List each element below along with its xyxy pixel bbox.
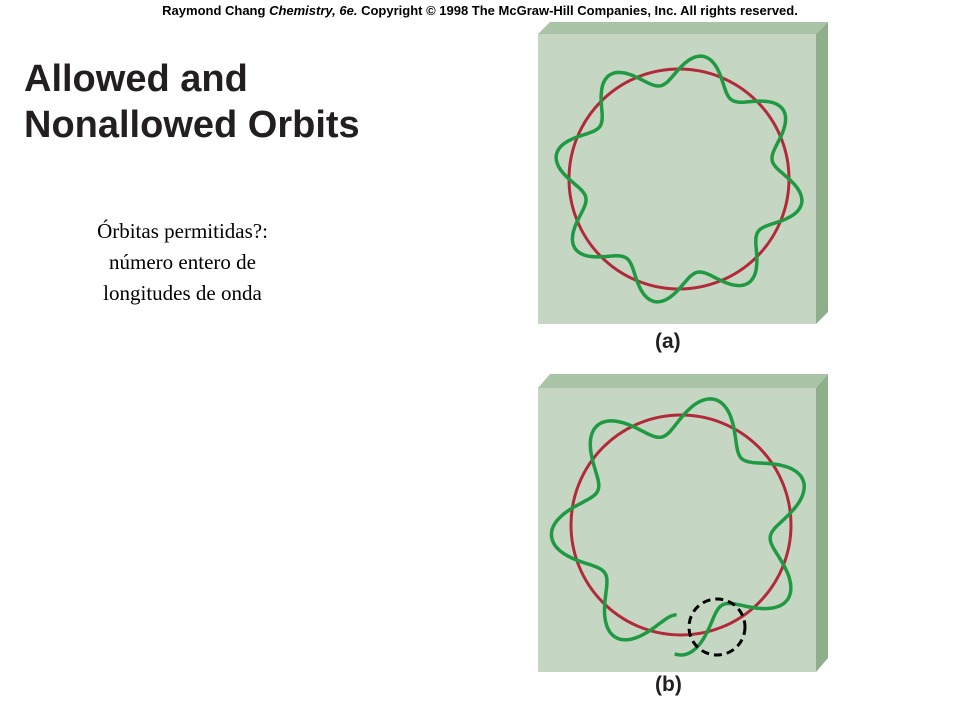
caption <box>60 216 305 309</box>
panel-top-edge <box>538 22 828 34</box>
copyright-suffix: Copyright © 1998 The McGraw-Hill Companies, Inc. All rights reserved. <box>357 3 798 18</box>
caption-line-1: Órbitas permitidas?: <box>97 219 268 243</box>
allowed-orbit-figure <box>528 22 838 327</box>
panel-side-edge <box>816 374 828 672</box>
panel-top-edge <box>538 374 828 388</box>
nonallowed-orbit-figure <box>528 368 838 673</box>
title-line-1: Allowed and <box>24 58 248 100</box>
copyright-book-title: Chemistry, 6e. <box>269 3 358 18</box>
copyright-notice <box>0 3 960 18</box>
copyright-prefix: Raymond Chang <box>162 3 270 18</box>
panel-nonallowed-orbit <box>528 368 838 700</box>
panel-label-a: (a) <box>655 330 681 353</box>
caption-line-2: número entero de <box>109 250 256 274</box>
panel-face <box>538 34 816 324</box>
panel-label-b: (b) <box>655 673 682 696</box>
page-title <box>24 56 360 148</box>
caption-line-3: longitudes de onda <box>103 281 262 305</box>
panel-allowed-orbit <box>528 22 838 357</box>
panel-side-edge <box>816 22 828 324</box>
title-line-2: Nonallowed Orbits <box>24 104 360 146</box>
